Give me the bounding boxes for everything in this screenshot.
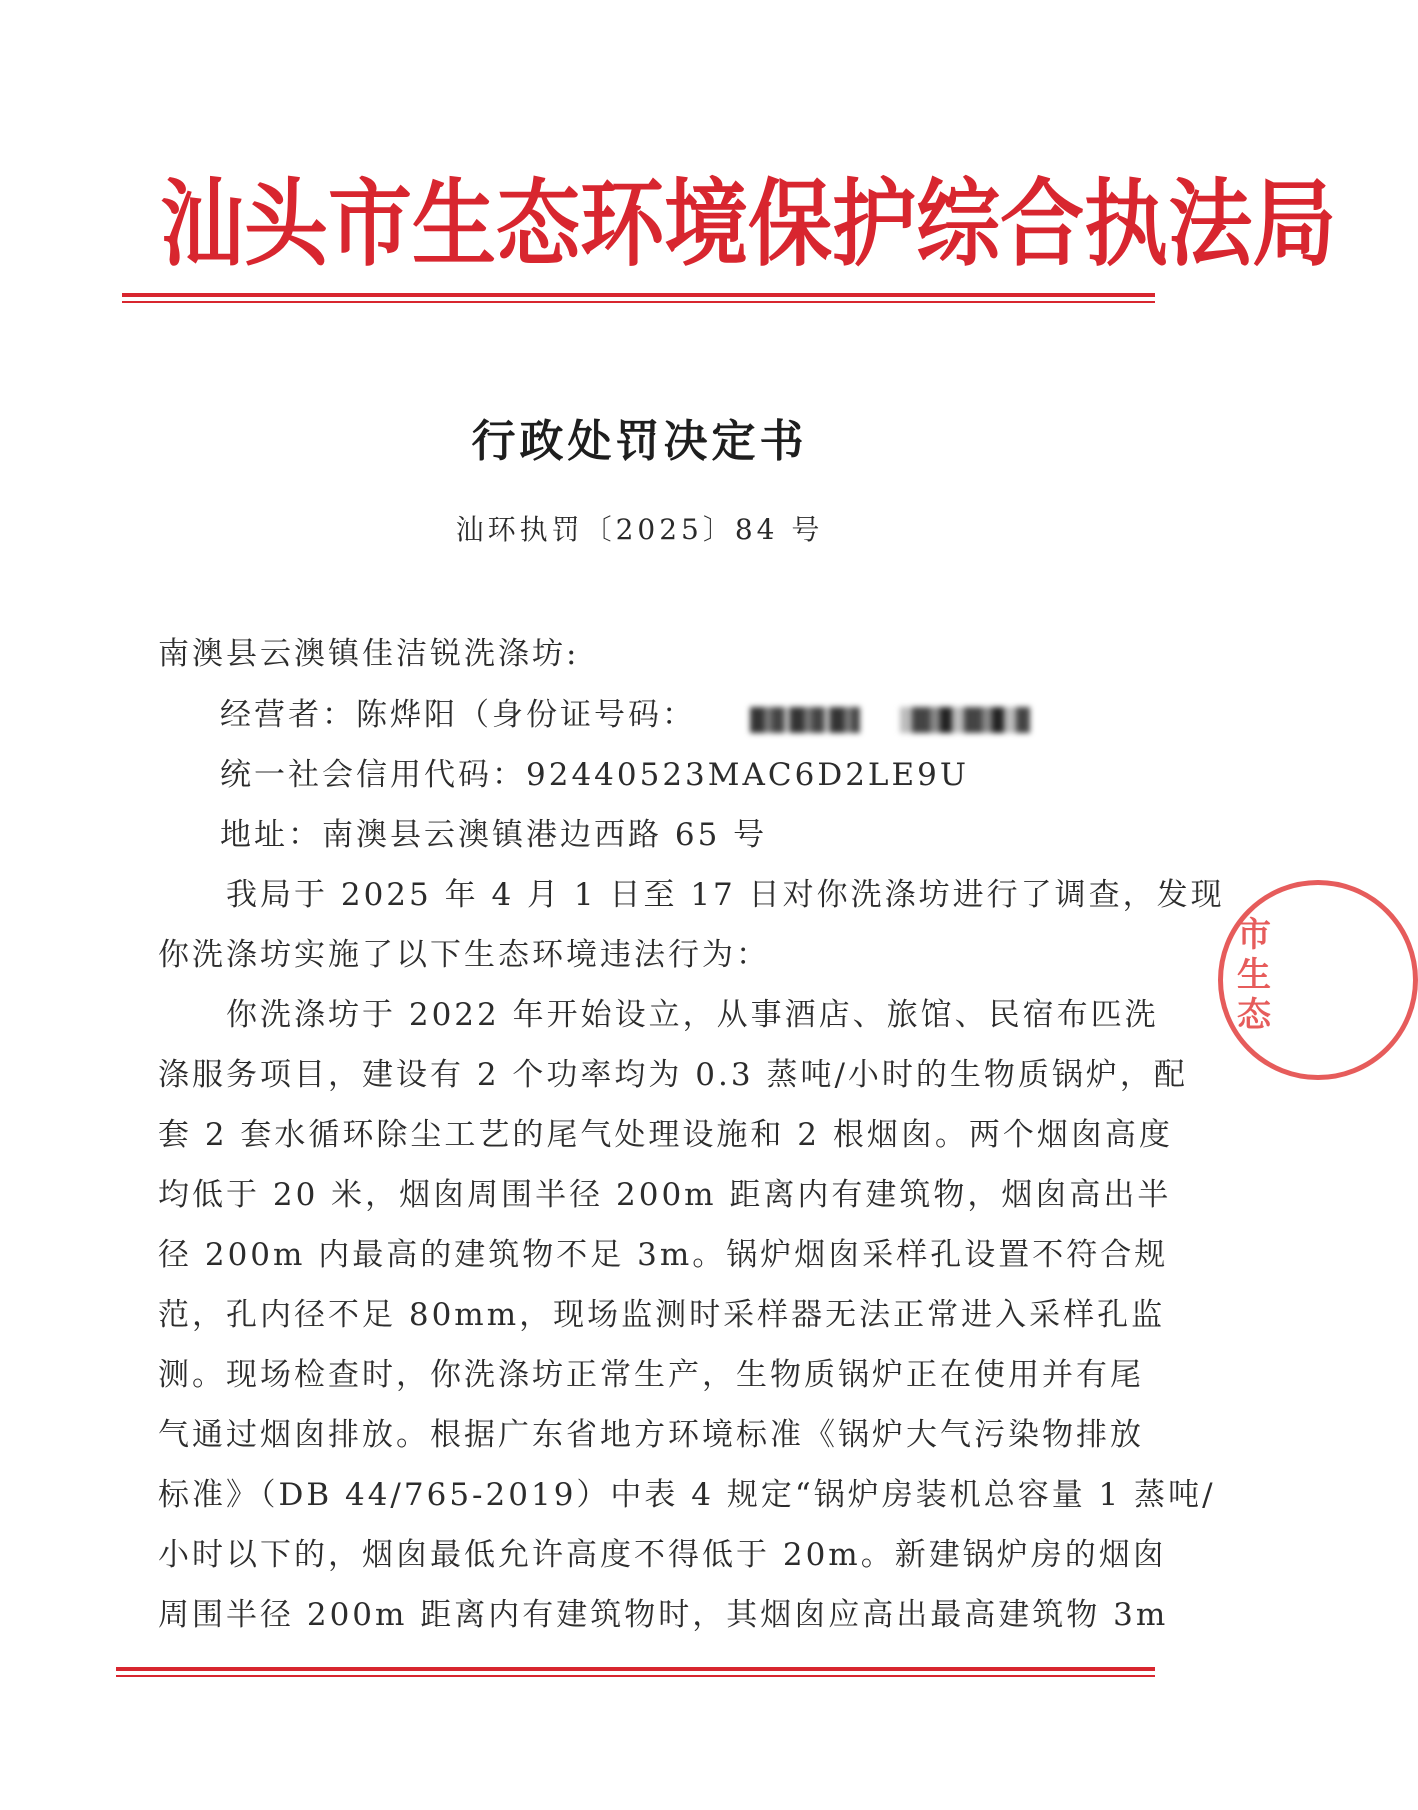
document-number: 汕环执罚〔2025〕84 号 <box>455 513 824 546</box>
body-line: 径 200m 内最高的建筑物不足 3m。锅炉烟囱采样孔设置不符合规 <box>158 1237 1169 1273</box>
official-seal <box>1218 880 1418 1080</box>
body-line: 我局于 2025 年 4 月 1 日至 17 日对你洗涤坊进行了调查，发现 <box>158 877 1225 913</box>
letterhead-char: 境 <box>664 169 749 279</box>
footer-rule-thin <box>116 1675 1155 1677</box>
letterhead-char: 市 <box>328 169 413 279</box>
operator-line: 经营者：陈烨阳（身份证号码： <box>220 697 696 733</box>
body-line: 气通过烟囱排放。根据广东省地方环境标准《锅炉大气污染物排放 <box>158 1417 1144 1453</box>
body-line: 范，孔内径不足 80mm，现场监测时采样器无法正常进入采样孔监 <box>158 1297 1166 1333</box>
letterhead-char: 生 <box>412 169 497 279</box>
document-title: 行政处罚决定书 <box>471 416 808 467</box>
letterhead-char: 态 <box>496 169 581 279</box>
letterhead-rule-thick <box>122 293 1155 297</box>
footer-rule-thick <box>116 1667 1155 1671</box>
letterhead-char: 头 <box>244 169 329 279</box>
redaction-block <box>900 707 1030 733</box>
address-line: 地址：南澳县云澳镇港边西路 65 号 <box>220 817 768 853</box>
letterhead-char: 护 <box>832 169 917 279</box>
letterhead-char: 保 <box>748 169 833 279</box>
body-line: 测。现场检查时，你洗涤坊正常生产，生物质锅炉正在使用并有尾 <box>158 1357 1144 1393</box>
body-line: 你洗涤坊实施了以下生态环境违法行为： <box>158 937 770 973</box>
seal-text: 市生态 <box>1237 915 1271 1035</box>
redacted-id-number <box>750 700 1050 740</box>
letterhead-char: 环 <box>580 169 665 279</box>
letterhead-char: 法 <box>1168 169 1253 279</box>
letterhead-org-name <box>160 168 1337 280</box>
letterhead-char: 局 <box>1252 169 1337 279</box>
body-line: 你洗涤坊于 2022 年开始设立，从事酒店、旅馆、民宿布匹洗 <box>158 997 1159 1033</box>
recipient-name: 南澳县云澳镇佳洁锐洗涤坊: <box>158 636 580 672</box>
credit-code-line: 统一社会信用代码：92440523MAC6D2LE9U <box>220 757 969 793</box>
letterhead-char: 合 <box>1000 169 1085 279</box>
body-line: 均低于 20 米，烟囱周围半径 200m 距离内有建筑物，烟囱高出半 <box>158 1177 1172 1213</box>
letterhead-rule-thin <box>122 301 1155 303</box>
body-line: 周围半径 200m 距离内有建筑物时，其烟囱应高出最高建筑物 3m <box>158 1597 1169 1633</box>
letterhead-char: 综 <box>916 169 1001 279</box>
body-line: 小时以下的，烟囱最低允许高度不得低于 20m。新建锅炉房的烟囱 <box>158 1537 1167 1573</box>
body-line: 涤服务项目，建设有 2 个功率均为 0.3 蒸吨/小时的生物质锅炉，配 <box>158 1057 1188 1093</box>
body-line: 标准》（DB 44/765-2019）中表 4 规定“锅炉房装机总容量 1 蒸吨/ <box>158 1477 1216 1513</box>
redaction-block <box>750 707 860 733</box>
letterhead-char: 执 <box>1084 169 1169 279</box>
body-line: 套 2 套水循环除尘工艺的尾气处理设施和 2 根烟囱。两个烟囱高度 <box>158 1117 1173 1153</box>
letterhead-char: 汕 <box>160 169 245 279</box>
